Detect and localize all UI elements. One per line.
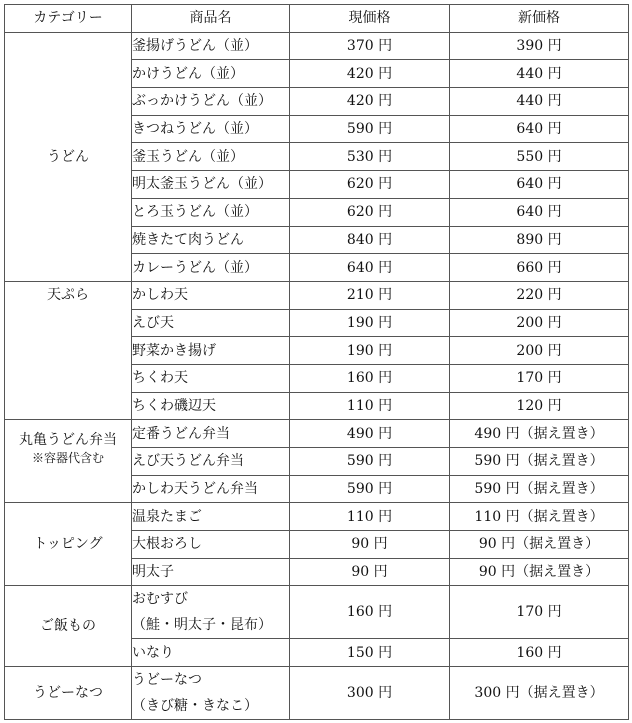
product-name: 温泉たまご — [132, 503, 290, 531]
new-price: 120 円 — [450, 392, 629, 420]
category-cell: トッピング — [5, 503, 132, 586]
current-price: 150 円 — [290, 639, 450, 667]
table-row — [5, 667, 629, 720]
new-price: 640 円 — [450, 115, 629, 143]
current-price: 420 円 — [290, 88, 450, 116]
product-name: カレーうどん（並） — [132, 254, 290, 282]
category-note: ※容器代含む — [31, 450, 104, 465]
product-name: 定番うどん弁当 — [132, 420, 290, 448]
product-name-sub: （鮭・明太子・昆布） — [132, 617, 272, 634]
product-name — [132, 667, 290, 720]
category-cell — [5, 420, 132, 475]
product-name-sub: （きび糖・きなこ） — [132, 698, 258, 715]
current-price: 190 円 — [290, 309, 450, 337]
product-name: ぶっかけうどん（並） — [132, 88, 290, 116]
product-name: えび天 — [132, 309, 290, 337]
product-name: 明太子 — [132, 558, 290, 586]
current-price: 620 円 — [290, 171, 450, 199]
new-price: 590 円（据え置き） — [450, 448, 629, 476]
table-row — [5, 281, 629, 309]
table-row — [5, 420, 629, 448]
product-name: きつねうどん（並） — [132, 115, 290, 143]
current-price: 90 円 — [290, 558, 450, 586]
new-price: 160 円 — [450, 639, 629, 667]
current-price: 590 円 — [290, 448, 450, 476]
product-name: 明太釜玉うどん（並） — [132, 171, 290, 199]
category-cell-spacer — [5, 309, 132, 420]
table-row — [5, 475, 629, 503]
product-name: 焼きたて肉うどん — [132, 226, 290, 254]
new-price: 200 円 — [450, 309, 629, 337]
current-price: 590 円 — [290, 115, 450, 143]
current-price: 190 円 — [290, 337, 450, 365]
product-name: 釜玉うどん（並） — [132, 143, 290, 171]
new-price: 390 円 — [450, 32, 629, 60]
category-name: 丸亀うどん弁当 — [19, 431, 117, 448]
current-price-header: 現価格 — [290, 5, 450, 33]
product-name-main: うどーなつ — [132, 672, 202, 689]
product-name: 大根おろし — [132, 531, 290, 559]
new-price: 490 円（据え置き） — [450, 420, 629, 448]
current-price: 840 円 — [290, 226, 450, 254]
table-row — [5, 32, 629, 60]
table-row — [5, 503, 629, 531]
current-price: 300 円 — [290, 667, 450, 720]
product-name: ちくわ天 — [132, 364, 290, 392]
new-price: 90 円（据え置き） — [450, 531, 629, 559]
current-price: 590 円 — [290, 475, 450, 503]
product-name: 釜揚げうどん（並） — [132, 32, 290, 60]
product-name: とろ玉うどん（並） — [132, 198, 290, 226]
product-name: ちくわ磯辺天 — [132, 392, 290, 420]
category-cell: 天ぷら — [5, 281, 132, 309]
product-name: かけうどん（並） — [132, 60, 290, 88]
new-price: 90 円（据え置き） — [450, 558, 629, 586]
current-price: 620 円 — [290, 198, 450, 226]
product-name: かしわ天うどん弁当 — [132, 475, 290, 503]
table-header-row — [5, 5, 629, 33]
product-name: いなり — [132, 639, 290, 667]
new-price: 440 円 — [450, 60, 629, 88]
current-price: 110 円 — [290, 392, 450, 420]
current-price: 530 円 — [290, 143, 450, 171]
current-price: 160 円 — [290, 586, 450, 639]
current-price: 370 円 — [290, 32, 450, 60]
new-price: 550 円 — [450, 143, 629, 171]
new-price: 220 円 — [450, 281, 629, 309]
new-price: 660 円 — [450, 254, 629, 282]
new-price: 440 円 — [450, 88, 629, 116]
new-price: 640 円 — [450, 198, 629, 226]
product-name: えび天うどん弁当 — [132, 448, 290, 476]
table-row — [5, 586, 629, 639]
new-price: 110 円（据え置き） — [450, 503, 629, 531]
current-price: 640 円 — [290, 254, 450, 282]
current-price: 160 円 — [290, 364, 450, 392]
current-price: 420 円 — [290, 60, 450, 88]
current-price: 490 円 — [290, 420, 450, 448]
current-price: 90 円 — [290, 531, 450, 559]
new-price: 200 円 — [450, 337, 629, 365]
product-name — [132, 586, 290, 639]
current-price: 210 円 — [290, 281, 450, 309]
table-row — [5, 309, 629, 337]
new-price: 170 円 — [450, 586, 629, 639]
product-name: 野菜かき揚げ — [132, 337, 290, 365]
category-cell-spacer — [5, 475, 132, 503]
category-cell: ご飯もの — [5, 586, 132, 667]
new-price: 170 円 — [450, 364, 629, 392]
price-table — [4, 4, 629, 720]
category-header: カテゴリー — [5, 5, 132, 33]
new-price: 300 円（据え置き） — [450, 667, 629, 720]
new-price: 640 円 — [450, 171, 629, 199]
product-header: 商品名 — [132, 5, 290, 33]
product-name: かしわ天 — [132, 281, 290, 309]
current-price: 110 円 — [290, 503, 450, 531]
product-name-main: おむすび — [132, 591, 188, 608]
new-price-header: 新価格 — [450, 5, 629, 33]
category-cell: うどーなつ — [5, 667, 132, 720]
new-price: 890 円 — [450, 226, 629, 254]
new-price: 590 円（据え置き） — [450, 475, 629, 503]
category-cell: うどん — [5, 32, 132, 281]
